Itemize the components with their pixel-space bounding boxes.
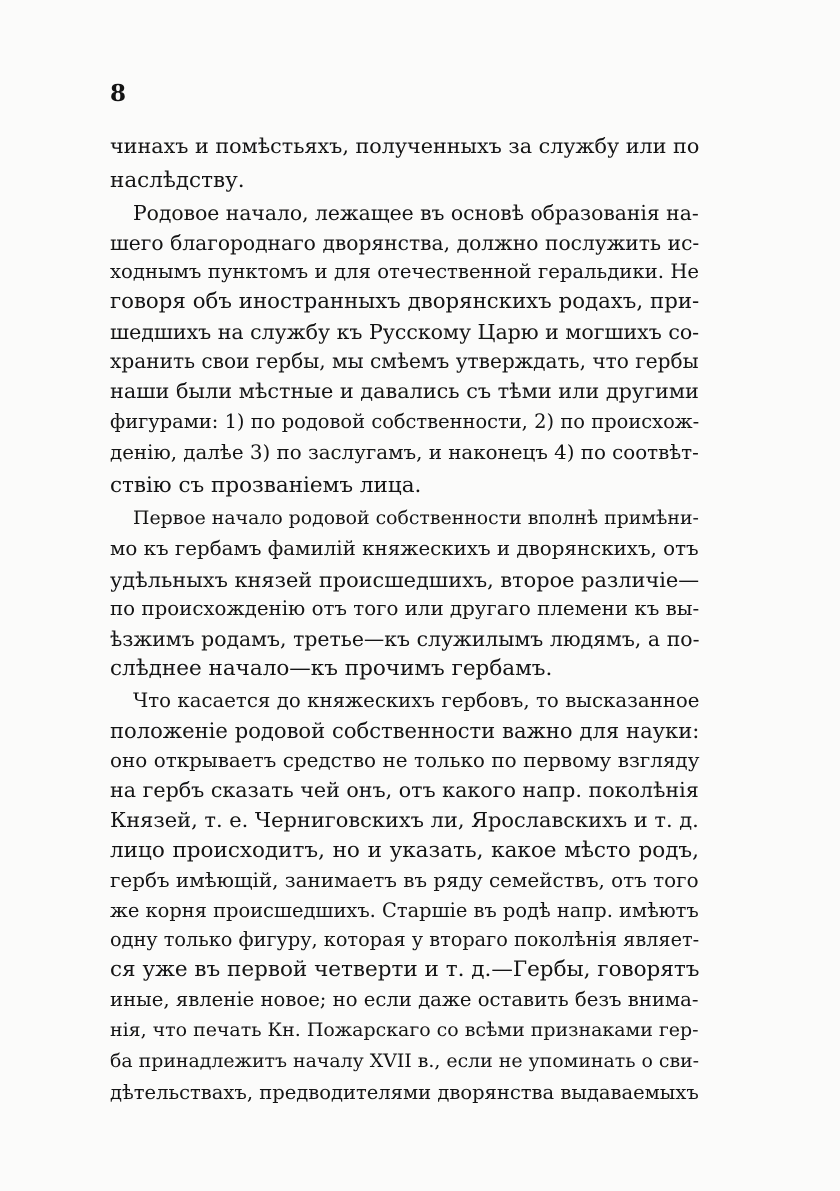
text-line: мо къ гербамъ фамилій княжескихъ и дворянскихъ, отъ	[110, 537, 699, 560]
text-line: положеніе родовой собственности важно для науки:	[110, 718, 700, 743]
text-line: говоря объ иностранныхъ дворянскихъ родахъ, при-	[110, 289, 700, 314]
text-line: гербъ имѣющій, занимаетъ въ ряду семействъ, отъ того	[110, 869, 699, 892]
text-line: по происхожденію отъ того или другаго племени къ вы-	[110, 597, 700, 620]
page-number: 8	[110, 80, 127, 107]
text-line: хранить свои гербы, мы смѣемъ утверждать, что гербы	[110, 349, 699, 373]
text-line: Что касается до княжескихъ гербовъ, то высказанное	[133, 689, 700, 712]
text-line: ся уже въ первой четверти и т. д.—Гербы, говорятъ	[110, 957, 700, 982]
text-line: шедшихъ на службу къ Русскому Царю и могшихъ со-	[110, 320, 700, 344]
text-line: фигурами: 1) по родовой собственности, 2) по происхож-	[110, 410, 700, 433]
text-line: слѣднее начало—къ прочимъ гербамъ.	[110, 656, 553, 681]
text-line: Родовое начало, лежащее въ основѣ образованія на-	[133, 201, 699, 225]
text-line: же корня происшедшихъ. Старшіе въ родѣ напр. имѣютъ	[110, 899, 699, 922]
text-line: одну только фигуру, которая у втораго поколѣнія являет-	[110, 928, 700, 951]
text-line: чинахъ и помѣстьяхъ, полученныхъ за службу или по	[110, 134, 700, 158]
text-line: ѣзжимъ родамъ, третье—къ служилымъ людямъ, а по-	[110, 627, 700, 651]
text-line: оно открываетъ средство не только по первому взгляду	[110, 749, 700, 772]
text-line: ходнымъ пунктомъ и для отечественной геральдики. Не	[110, 260, 700, 283]
text-line: лицо происходитъ, но и указать, какое мѣсто родъ,	[110, 838, 699, 863]
text-line: ствію съ прозваніемъ лица.	[110, 473, 422, 498]
text-line: шего благороднаго дворянства, должно послужить ис-	[110, 231, 700, 255]
text-line: наслѣдству.	[110, 168, 245, 193]
text-line: Первое начало родовой собственности вполнѣ примѣни-	[133, 507, 699, 529]
text-line: иные, явленіе новое; но если даже оставить безъ внима-	[110, 988, 699, 1011]
text-line: ба принадлежитъ началу XVII в., если не упоминать о сви-	[110, 1050, 700, 1072]
text-line: нія, что печать Кн. Пожарскаго со всѣми признаками гер-	[110, 1019, 699, 1041]
text-line: денію, далѣе 3) по заслугамъ, и наконецъ 4) по соотвѣт-	[110, 441, 699, 464]
text-line: дѣтельствахъ, предводителями дворянства выдаваемыхъ	[110, 1081, 699, 1104]
text-line: Князей, т. е. Черниговскихъ ли, Ярославскихъ и т. д.	[110, 808, 699, 832]
text-line: наши были мѣстные и давались съ тѣми или другими	[110, 379, 699, 403]
text-line: на гербъ сказать чей онъ, отъ какого напр. поколѣнія	[110, 778, 699, 802]
text-line: удѣльныхъ князей происшедшихъ, второе различіе—	[110, 568, 700, 592]
